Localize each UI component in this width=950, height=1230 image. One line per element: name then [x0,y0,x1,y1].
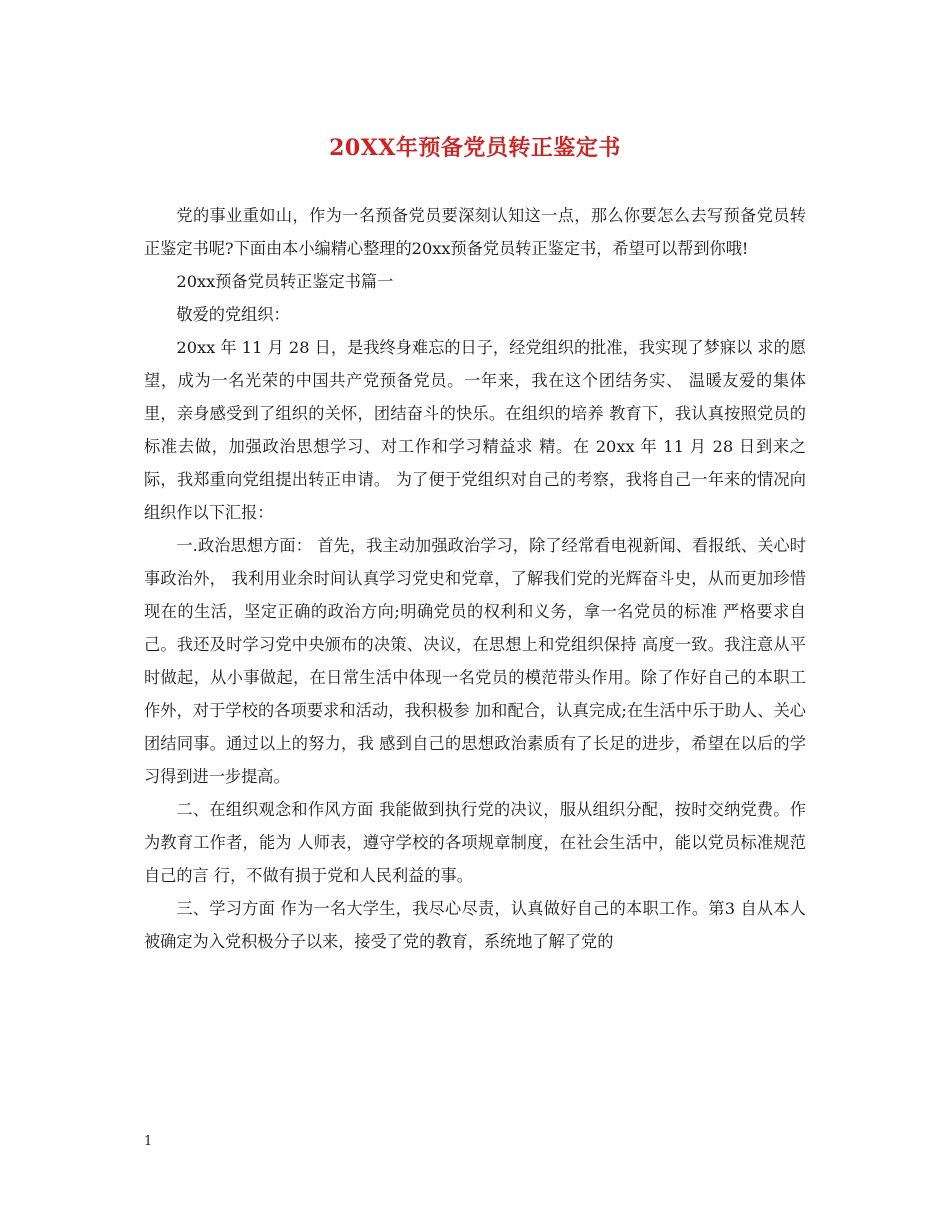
section-heading: 20xx预备党员转正鉴定书篇一 [176,272,394,291]
document-body [144,199,806,958]
body-paragraph: 20xx 年 11 月 28 日，是我终身难忘的日子，经党组织的批准，我实现了梦寐以 求的愿望，成为一名光荣的中国共产党预备党员。一年来，我在这个团结务实、 温暖友爱的集体里，亲身感受到了组织的关怀，团结奋斗的快乐。在组织的培养 教育下，我认真按照党员的标准去做，加强政治思想学习、对工作和学习精益求 精。在 20xx 年 11 月 28 日到来之际，我郑重向党组提出转正申请。 为了便于党组织对自己的考察，我将自己一年来的情况向组织作以下汇报： [144,338,806,522]
body-paragraph: 一.政治思想方面： 首先，我主动加强政治学习，除了经常看电视新闻、看报纸、关心时事政治外， 我利用业余时间认真学习党史和党章，了解我们党的光辉奋斗史，从而更加珍惜 现在的生活，坚定正确的政治方向;明确党员的权利和义务，拿一名党员的标准 严格要求自己。我还及时学习党中央颁布的决策、决议，在思想上和党组织保持 高度一致。我注意从平时做起，从小事做起，在日常生活中体现一名党员的模范带头作用。除了作好自己的本职工作外，对于学校的各项要求和活动，我积极参 加和配合，认真完成;在生活中乐于助人、关心团结同事。通过以上的努力，我 感到自己的思想政治素质有了长足的进步，希望在以后的学习得到进一步提高。 [144,536,806,786]
intro-paragraph: 党的事业重如山，作为一名预备党员要深刻认知这一点，那么你要怎么去写预备党员转正鉴定书呢?下面由本小编精心整理的20xx预备党员转正鉴定书，希望可以帮到你哦! [144,206,806,258]
body-paragraph: 三、学习方面 作为一名大学生，我尽心尽责，认真做好自己的本职工作。第3 自从本人被确定为入党积极分子以来，接受了党的教育，系统地了解了党的 [144,899,806,951]
salutation: 敬爱的党组织： [176,305,290,324]
document-title: 20XX年预备党员转正鉴定书 [329,135,621,161]
page-number: 1 [144,1134,153,1149]
body-paragraph: 二、在组织观念和作风方面 我能做到执行党的决议，服从组织分配，按时交纳党费。作为教育工作者，能为 人师表，遵守学校的各项规章制度，在社会生活中，能以党员标准规范自己的言 行，不做有损于党和人民利益的事。 [144,800,806,885]
